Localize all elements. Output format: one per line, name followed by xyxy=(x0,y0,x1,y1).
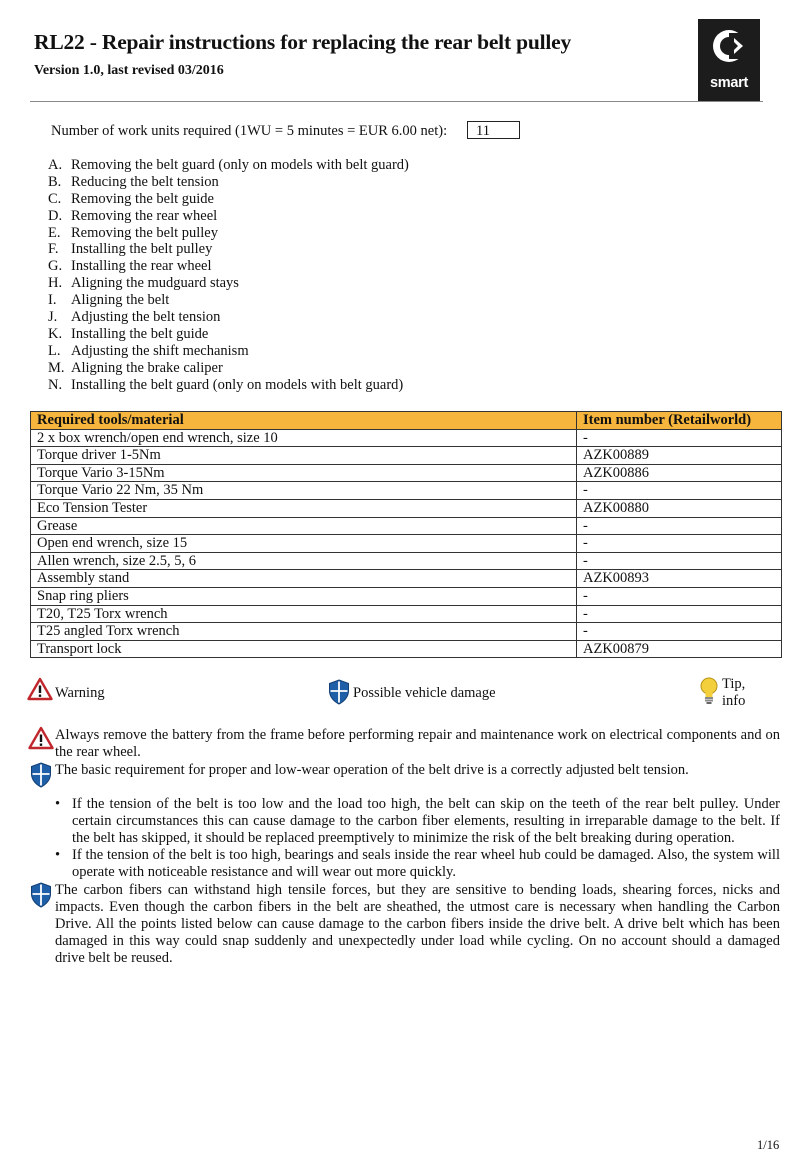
smart-logo xyxy=(698,19,760,101)
tool-name: T25 angled Torx wrench xyxy=(31,623,577,641)
step-letter: B. xyxy=(48,173,62,190)
column-header-item-number: Item number (Retailworld) xyxy=(577,412,782,430)
table-row xyxy=(31,482,782,500)
repair-steps-list xyxy=(34,157,409,393)
legend-tip-line1: Tip, xyxy=(722,676,746,692)
step-letter: N. xyxy=(48,376,63,393)
tool-name: Transport lock xyxy=(31,640,577,658)
table-row xyxy=(31,605,782,623)
step-item xyxy=(34,225,409,242)
step-letter: D. xyxy=(48,207,63,224)
column-header-tools: Required tools/material xyxy=(31,412,577,430)
item-number: - xyxy=(577,517,782,535)
step-letter: C. xyxy=(48,190,62,207)
item-number: AZK00880 xyxy=(577,499,782,517)
work-units-value: 11 xyxy=(467,121,520,139)
tool-name: Grease xyxy=(31,517,577,535)
item-number: - xyxy=(577,552,782,570)
tool-name: Eco Tension Tester xyxy=(31,499,577,517)
step-letter: J. xyxy=(48,309,58,326)
step-text: Installing the belt guide xyxy=(71,325,209,342)
step-item xyxy=(34,157,409,174)
step-letter: I. xyxy=(48,292,57,309)
shield-icon xyxy=(30,882,52,913)
step-letter: M. xyxy=(48,359,65,376)
tool-name: Torque Vario 3-15Nm xyxy=(31,464,577,482)
document-title: RL22 - Repair instructions for replacing the rear belt pulley xyxy=(34,30,572,54)
step-item xyxy=(34,360,409,377)
table-row xyxy=(31,552,782,570)
table-row xyxy=(31,623,782,641)
belt-tension-text: The basic requirement for proper and low-wear operation of the belt drive is a correctly adjusted belt tension. xyxy=(55,762,689,778)
table-row xyxy=(31,587,782,605)
step-item xyxy=(34,343,409,360)
tool-name: Snap ring pliers xyxy=(31,587,577,605)
table-row xyxy=(31,517,782,535)
step-item xyxy=(34,174,409,191)
page-number: 1/16 xyxy=(757,1138,780,1152)
work-units-label: Number of work units required (1WU = 5 minutes = EUR 6.00 net): xyxy=(51,123,448,139)
step-letter: F. xyxy=(48,241,59,258)
tool-name: Torque Vario 22 Nm, 35 Nm xyxy=(31,482,577,500)
logo-wordmark: smart xyxy=(710,75,748,91)
step-item xyxy=(34,309,409,326)
step-text: Removing the belt guide xyxy=(71,190,214,207)
tool-name: Open end wrench, size 15 xyxy=(31,535,577,553)
table-row xyxy=(31,429,782,447)
step-text: Aligning the mudguard stays xyxy=(71,275,239,292)
item-number: - xyxy=(577,623,782,641)
document-version: Version 1.0, last revised 03/2016 xyxy=(34,63,224,78)
table-row xyxy=(31,535,782,553)
step-letter: G. xyxy=(48,258,63,275)
step-letter: H. xyxy=(48,275,63,292)
item-number: - xyxy=(577,535,782,553)
bullet-item: • If the tension of the belt is too low and the load too high, the belt can skip on the teeth of the rear belt pulley. Under certain circumstances this can cause damage to the carbon fiber elements, resulting in irreparable damage to the belt. If the belt has skipped, it should be replaced preemptively to minimize the risk of the belt breaking during operation. xyxy=(55,796,780,847)
smart-logo-icon xyxy=(698,19,760,75)
step-letter: E. xyxy=(48,224,61,241)
table-row xyxy=(31,447,782,465)
lightbulb-icon xyxy=(699,676,719,711)
legend-tip-label xyxy=(722,676,745,710)
step-item xyxy=(34,191,409,208)
warning-triangle-icon xyxy=(28,726,54,755)
battery-warning-text: Always remove the battery from the frame before performing repair and maintenance work on electrical components and on the rear wheel. xyxy=(55,727,780,760)
carbon-fibers-text: The carbon fibers can withstand high tensile forces, but they are sensitive to bending loads, shearing forces, nicks and impacts. Even though the carbon fibers in the belt are sheathed, the utmost care is necessary when handling the Carbon Drive. All the points listed below can cause damage to the carbon fibers inside the drive belt. A drive belt which has been damaged in this way could snap suddenly and unexpectedly under load while cycling. On no account should a damaged drive belt be reused. xyxy=(55,882,780,966)
step-text: Removing the belt guard (only on models with belt guard) xyxy=(71,157,409,173)
table-row xyxy=(31,499,782,517)
step-item xyxy=(34,275,409,292)
tool-name: Allen wrench, size 2.5, 5, 6 xyxy=(31,552,577,570)
step-text: Reducing the belt tension xyxy=(71,173,219,190)
step-item xyxy=(34,258,409,275)
item-number: - xyxy=(577,587,782,605)
step-item xyxy=(34,292,409,309)
step-text: Removing the belt pulley xyxy=(71,224,218,241)
step-item xyxy=(34,377,409,394)
shield-icon xyxy=(30,762,52,793)
step-item xyxy=(34,208,409,225)
warning-triangle-icon xyxy=(27,677,53,706)
belt-tension-bullets xyxy=(55,796,780,881)
legend-tip-line2: info xyxy=(722,693,746,709)
step-text: Aligning the belt xyxy=(71,292,170,309)
step-text: Installing the belt pulley xyxy=(71,241,213,258)
table-row xyxy=(31,640,782,658)
step-item xyxy=(34,326,409,343)
bullet-item: • If the tension of the belt is too high, bearings and seals inside the rear wheel hub could be damaged. Also, the system will operate with noticeable resistance and will wear out more quickly. xyxy=(55,847,780,881)
table-header-row xyxy=(31,412,782,430)
step-text: Adjusting the shift mechanism xyxy=(71,342,249,359)
step-item xyxy=(34,241,409,258)
item-number: AZK00879 xyxy=(577,640,782,658)
item-number: - xyxy=(577,429,782,447)
legend-damage-label: Possible vehicle damage xyxy=(353,685,496,701)
item-number: AZK00886 xyxy=(577,464,782,482)
step-letter: L. xyxy=(48,342,61,359)
table-row xyxy=(31,570,782,588)
tool-name: 2 x box wrench/open end wrench, size 10 xyxy=(31,429,577,447)
item-number: AZK00889 xyxy=(577,447,782,465)
item-number: - xyxy=(577,482,782,500)
step-letter: A. xyxy=(48,157,63,173)
legend-warning-label: Warning xyxy=(55,685,105,701)
tool-name: T20, T25 Torx wrench xyxy=(31,605,577,623)
item-number: AZK00893 xyxy=(577,570,782,588)
table-row xyxy=(31,464,782,482)
step-text: Installing the belt guard (only on models with belt guard) xyxy=(71,376,404,393)
tool-name: Torque driver 1-5Nm xyxy=(31,447,577,465)
tool-name: Assembly stand xyxy=(31,570,577,588)
tools-table xyxy=(30,411,782,658)
shield-icon xyxy=(328,679,350,710)
step-letter: K. xyxy=(48,325,63,342)
item-number: - xyxy=(577,605,782,623)
step-text: Aligning the brake caliper xyxy=(71,359,223,376)
header-divider xyxy=(30,101,763,102)
step-text: Adjusting the belt tension xyxy=(71,309,221,326)
step-text: Removing the rear wheel xyxy=(71,207,218,224)
step-text: Installing the rear wheel xyxy=(71,258,212,275)
